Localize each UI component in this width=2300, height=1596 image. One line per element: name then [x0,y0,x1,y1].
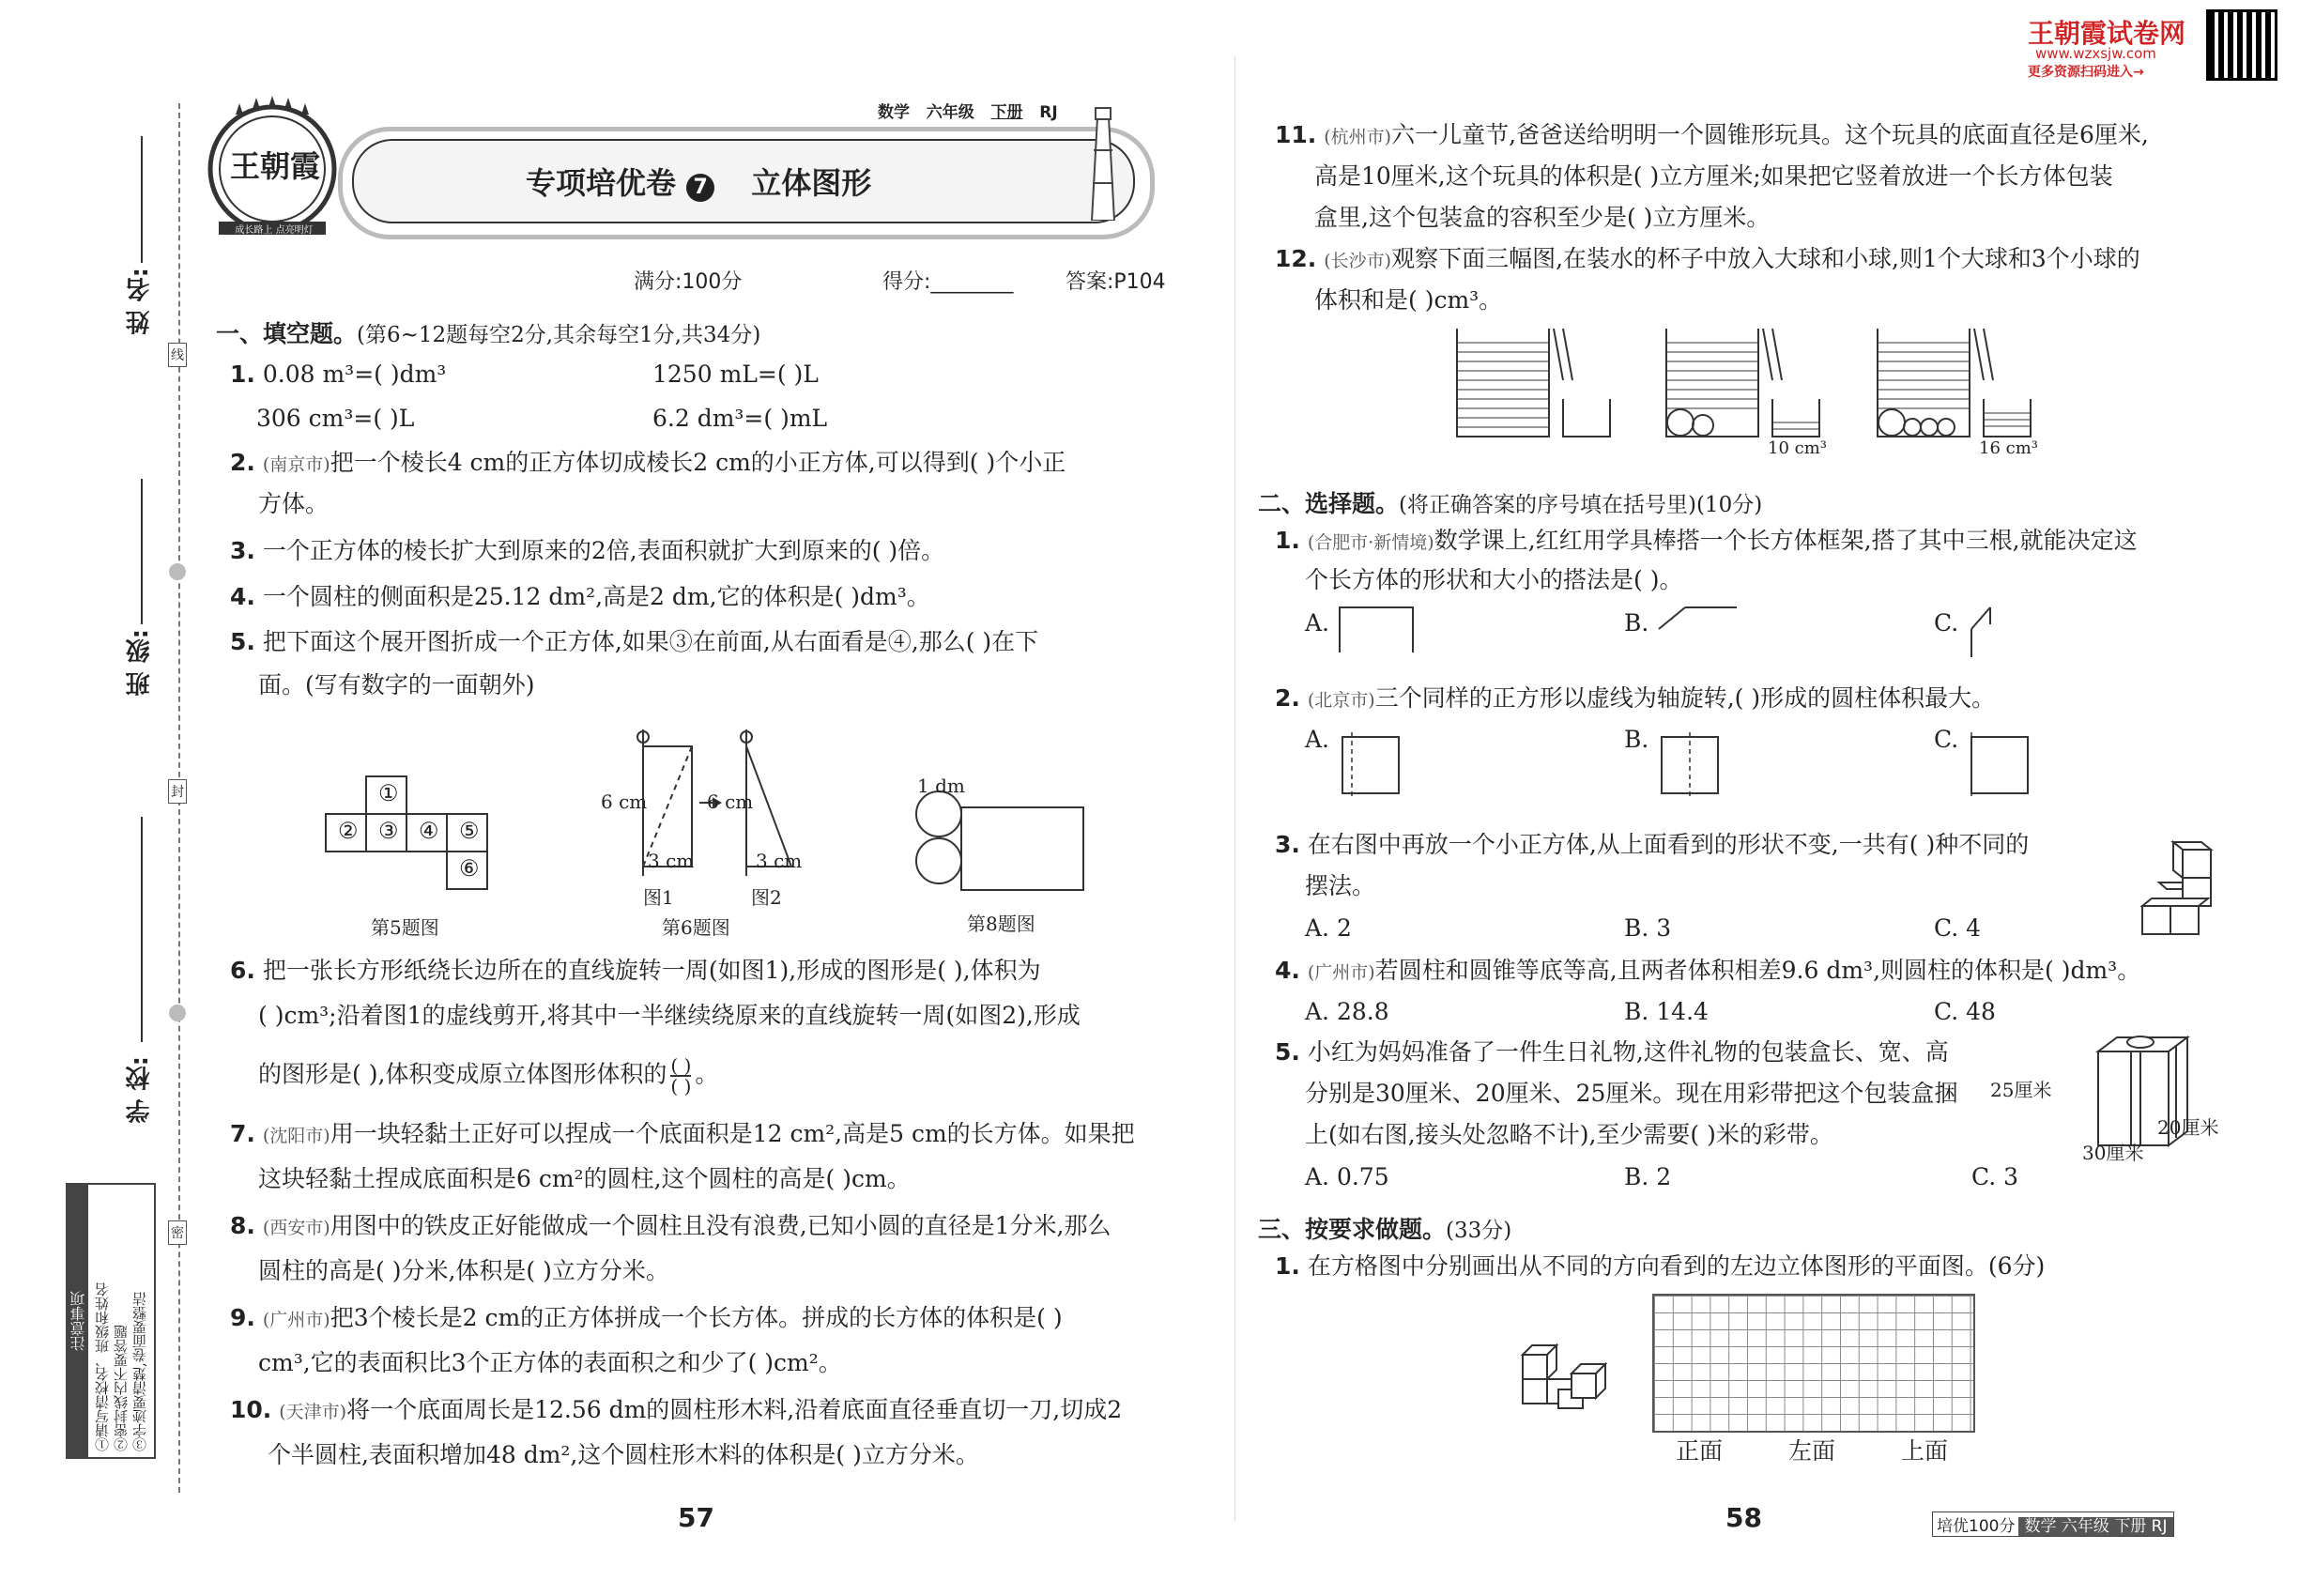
c2-option-c[interactable]: C. [1934,726,1959,753]
q10: 10. (天津市)将一个底面周长是12.56 dm的圆柱形木料,沿着底面直径垂直切一刀,切成2 [230,1396,1123,1423]
q6-l2: ( )cm³;沿着图1的虚线剪开,将其中一半继续绕原来的直线旋转一周(如图2),形成 [258,1002,1081,1029]
footer-series-tag [1932,1512,2174,1537]
q12: 12. (长沙市)观察下面三幅图,在装水的杯子中放入大球和小球,则1个大球和3个小球的 [1275,245,2140,272]
q6-l3: 的图形是( ),体积变成原立体图形体积的 ( ) ( ) 。 [258,1054,719,1097]
section3-heading: 三、按要求做题。(33分) [1258,1216,1512,1243]
q12-water-cups [1455,324,2056,458]
title-topic: 立体图形 [751,165,872,201]
tick-bottom: 密 [168,1220,187,1245]
seal-dot-icon [169,1005,186,1021]
fig6-height-right: 6 cm [707,790,754,813]
section1-heading: 一、填空题。(第6~12题每空2分,其余每空1分,共34分) [216,320,761,347]
c1: 1. (合肥市·新情境)数学课上,红红用学具棒搭一个长方体框架,搭了其中三根,就能决定这 [1275,527,2138,554]
c5-option-b[interactable]: B. 2 [1624,1163,1672,1190]
notes-box [66,1183,156,1459]
fig8-diameter: 1 dm [917,775,965,797]
footer-series: 培优100分 [1937,1517,2016,1536]
net-cell-3: ③ [378,818,399,844]
q1-b: 1250 mL=( )L [652,361,819,388]
subject: 数学 [878,103,910,122]
d1: 1. 在方格图中分别画出从不同的方向看到的左边立体图形的平面图。(6分) [1275,1252,2046,1280]
page-number-right: 58 [1725,1502,1762,1533]
c4-option-a[interactable]: A. 28.8 [1305,998,1389,1025]
c3-option-b[interactable]: B. 3 [1624,914,1672,942]
class-label: 班 级: [126,629,154,697]
box-length-label: 30厘米 [2082,1142,2144,1164]
c1-l2: 个长方体的形状和大小的搭法是( )。 [1305,566,1683,593]
seal-dot-icon [169,563,186,580]
q6: 6. 把一张长方形纸绕长边所在的直线旋转一周(如图1),形成的图形是( ),体积为 [230,957,1041,984]
q10-l2: 个半圆柱,表面积增加48 dm²,这个圆柱形木料的体积是( )立方分米。 [268,1441,979,1468]
q7: 7. (沈阳市)用一块轻黏土正好可以捏成一个底面积是12 cm²,高是5 cm的长方体。如果把 [230,1120,1135,1147]
site-url[interactable]: www.wzxsjw.com [2035,45,2156,62]
notes-title: 注意事项 [68,1185,88,1457]
q11-l2: 高是10厘米,这个玩具的体积是( )立方厘米;如果把它竖着放进一个长方体包装 [1314,162,2113,190]
edition: RJ [1039,103,1058,122]
q5: 5. 把下面这个展开图折成一个正方体,如果③在前面,从右面看是④,那么( )在下 [230,628,1039,655]
c2-option-b[interactable]: B. [1624,726,1649,753]
c5-l3: 上(如右图,接头处忽略不计),至少需要( )米的彩带。 [1305,1121,1833,1148]
fig6-cap1: 图1 [643,886,674,909]
tick-mid: 封 [168,779,187,804]
wangzhaoxia-logo [202,94,343,235]
page-title [526,160,871,203]
score-field[interactable]: 得分:________ [882,270,1014,294]
view-top-label: 上面 [1901,1437,1949,1465]
tick-top: 线 [168,343,187,367]
volume: 下册 [990,103,1023,122]
c1-option-c-figure [1967,606,2004,662]
c4: 4. (广州市)若圆柱和圆锥等底等高,且两者体积相差9.6 dm³,则圆柱的体积是( )dm³。 [1275,957,2141,984]
q9: 9. (广州市)把3个棱长是2 cm的正方体拼成一个长方体。拼成的长方体的体积是( ) [230,1304,1063,1331]
d1-cube-solid [1521,1338,1615,1413]
note-3: ③字迹要清楚,卷面要整洁 [131,1292,148,1451]
school-label: 学 校: [126,1056,154,1124]
site-hint: 更多资源扫码进入→ [2028,65,2144,80]
grade: 六年级 [926,103,974,122]
title-prefix: 专项培优卷 [526,165,677,201]
q1-d: 6.2 dm³=( )mL [652,405,828,432]
c5-gift-box [1990,1033,2234,1164]
header-meta [878,99,1058,122]
cup3-label: 16 cm³ [1979,438,2038,458]
fig8-caption: 第8题图 [967,913,1035,935]
section2-heading: 二、选择题。(将正确答案的序号填在括号里)(10分) [1258,490,1763,517]
box-width-label: 20厘米 [2157,1116,2219,1139]
net-cell-1: ① [378,780,399,806]
c2: 2. (北京市)三个同样的正方形以虚线为轴旋转,( )形成的圆柱体积最大。 [1275,684,1996,712]
q9-l2: cm³,它的表面积比3个正方体的表面积之和少了( )cm²。 [258,1349,842,1376]
c2-option-a-square [1338,732,1403,798]
net-cell-5: ⑤ [459,818,480,844]
q7-l2: 这块轻黏土捏成底面积是6 cm²的圆柱,这个圆柱的高是( )cm。 [258,1165,911,1192]
c4-option-b[interactable]: B. 14.4 [1624,998,1709,1025]
c2-option-b-square [1657,732,1723,798]
c1-option-c[interactable]: C. [1934,609,1959,637]
c5-option-a[interactable]: A. 0.75 [1305,1163,1389,1190]
net-cell-2: ② [338,818,359,844]
c3: 3. 在右图中再放一个小正方体,从上面看到的形状不变,一共有( )种不同的 [1275,831,2030,858]
c5: 5. 小红为妈妈准备了一件生日礼物,这件礼物的包装盒长、宽、高 [1275,1038,1949,1066]
fig6-base-2: 3 cm [756,850,803,872]
q11-l3: 盒里,这个包装盒的容积至少是( )立方厘米。 [1314,204,1771,231]
fig5-caption: 第5题图 [371,916,439,939]
page-number-left: 57 [678,1502,714,1533]
fig6-rectangle-triangle [596,728,812,878]
full-score: 满分:100分 [634,270,743,294]
qr-code-icon[interactable] [2206,9,2277,81]
footer-meta: 数学 六年级 下册 RJ [2018,1517,2172,1536]
name-field-line[interactable] [141,136,143,263]
logo-tag: 成长路上 点亮明灯 [235,225,314,236]
lighthouse-icon [1084,103,1122,221]
name-label: 姓 名: [126,268,154,335]
q8: 8. (西安市)用图中的铁皮正好能做成一个圆柱且没有浪费,已知小圆的直径是1分米,那么 [230,1212,1112,1239]
c1-option-b-figure [1657,606,1741,634]
box-height-label: 25厘米 [1990,1079,2052,1101]
note-2: ②密封线内不要答题 [113,1325,130,1451]
c5-l2: 分别是30厘米、20厘米、25厘米。现在用彩带把这个包装盒捆 [1305,1080,1958,1107]
fig5-cube-net [324,775,502,897]
answer-ref: 答案:P104 [1066,270,1166,294]
site-name: 王朝霞试卷网 [2028,18,2186,49]
view-front-label: 正面 [1676,1437,1724,1465]
q1: 1. 0.08 m³=( )dm³ [230,361,447,388]
q1-c: 306 cm³=( )L [256,405,415,432]
c3-l2: 摆法。 [1305,872,1376,899]
school-field-line[interactable] [141,817,143,1042]
q11: 11. (杭州市)六一儿童节,爸爸送给明明一个圆锥形玩具。这个玩具的底面直径是6厘米, [1275,121,2149,148]
c3-cube-stack [2140,840,2216,939]
c3-option-a[interactable]: A. 2 [1305,914,1352,942]
c3-option-c[interactable]: C. 4 [1934,914,1982,942]
q2: 2. (南京市)把一个棱长4 cm的正方体切成棱长2 cm的小正方体,可以得到( )个小正 [230,449,1066,476]
fig6-height-left: 6 cm [601,790,648,813]
c2-option-c-square [1967,732,2032,798]
page-gutter [1234,56,1235,1521]
c1-stick-figures [1338,606,1629,657]
fig8-cylinder-net [915,775,1094,897]
logo-text: 王朝霞 [230,148,321,184]
class-field-line[interactable] [141,479,143,624]
q4: 4. 一个圆柱的侧面积是25.12 dm²,高是2 dm,它的体积是( )dm³。 [230,583,930,610]
net-cell-6: ⑥ [459,855,480,882]
net-cell-4: ④ [419,818,439,844]
q5-l2: 面。(写有数字的一面朝外) [258,671,535,698]
q2-l2: 方体。 [258,490,330,517]
c1-option-a[interactable]: A. [1305,609,1330,637]
drawing-grid[interactable] [1652,1294,1975,1433]
q12-l2: 体积和是( )cm³。 [1314,286,1503,314]
c2-option-a[interactable]: A. [1305,726,1330,753]
c4-option-c[interactable]: C. 48 [1934,998,1996,1025]
fig6-caption: 第6题图 [662,916,730,939]
c1-option-b[interactable]: B. [1624,609,1649,637]
title-number: 7 [686,174,714,202]
fig6-base-1: 3 cm [648,850,695,872]
view-left-label: 左面 [1788,1437,1836,1465]
q3: 3. 一个正方体的棱长扩大到原来的2倍,表面积就扩大到原来的( )倍。 [230,537,945,564]
c5-option-c[interactable]: C. 3 [1971,1163,2019,1190]
note-1: ①请写清校名、班级和姓名 [94,1282,111,1451]
fig6-cap2: 图2 [751,886,782,909]
cup2-label: 10 cm³ [1768,438,1827,458]
q8-l2: 圆柱的高是( )分米,体积是( )立方分米。 [258,1257,669,1284]
